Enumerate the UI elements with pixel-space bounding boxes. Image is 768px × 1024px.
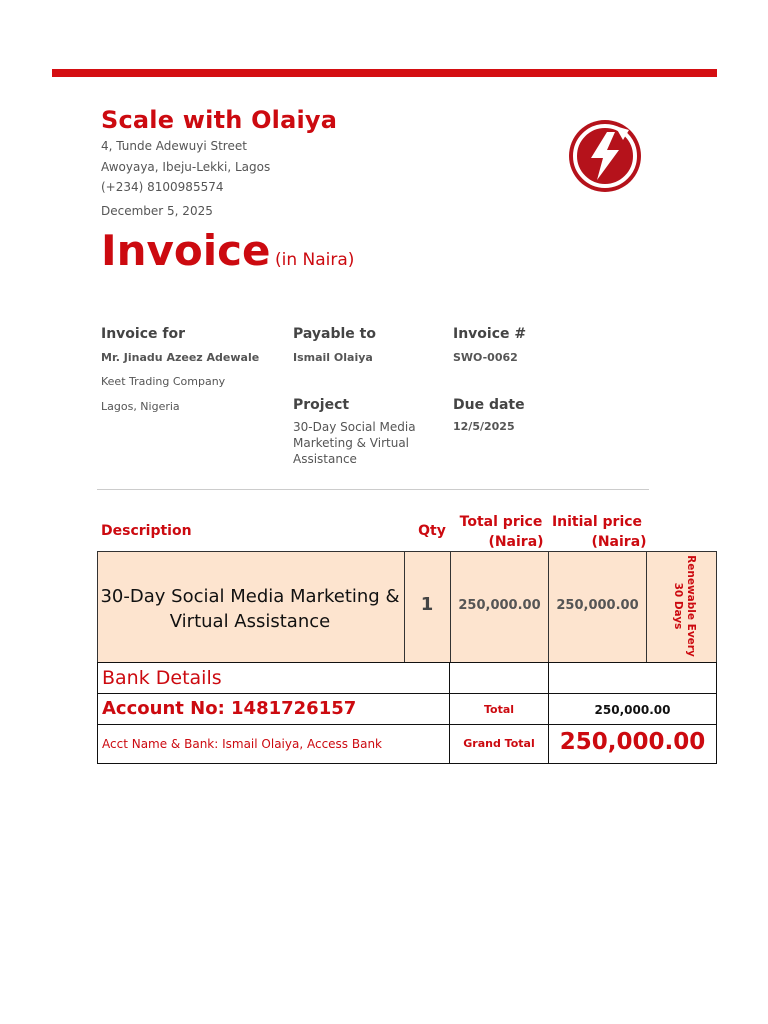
client-company: Keet Trading Company [101,375,226,388]
payable-to-value: Ismail Olaiya [293,351,373,364]
due-date-label: Due date [453,397,525,413]
empty-cell [548,662,717,695]
section-divider [97,489,649,490]
header-description: Description [101,523,192,539]
total-label: Total [483,703,515,716]
account-name-bank: Acct Name & Bank: Ismail Olaiya, Access Bank [102,737,383,751]
empty-cell [449,662,549,695]
account-number: Account No: 1481726157 [102,698,357,719]
item-qty: 1 [420,594,434,615]
invoice-number-value: SWO-0062 [453,351,518,364]
payable-to-label: Payable to [293,326,376,342]
renewal-note: Renewable Every 30 Days [672,555,697,657]
phone-number: (+234) 8100985574 [101,180,224,194]
item-total-price: 250,000.00 [458,598,541,613]
item-description: 30-Day Social Media Marketing & Virtual Assistance [100,586,400,632]
address-line-2: Awoyaya, Ibeju-Lekki, Lagos [101,160,271,174]
cell-separator [646,551,647,664]
item-initial-price: 250,000.00 [556,598,639,613]
invoice-for-label: Invoice for [101,326,185,342]
olaiya-logo-icon [567,118,643,194]
address-line-1: 4, Tunde Adewuyi Street [101,139,247,153]
grand-total-label: Grand Total [463,737,535,750]
top-accent-bar [52,69,717,77]
header-qty: Qty [418,523,446,539]
invoice-date: December 5, 2025 [101,204,213,218]
invoice-number-label: Invoice # [453,326,527,342]
header-initial-price: Initial price (Naira) [551,514,647,550]
invoice-title: Invoice [101,226,271,275]
project-label: Project [293,397,350,413]
header-total-price: Total price (Naira) [459,514,544,550]
grand-total-value: 250,000.00 [559,729,706,755]
bank-details-title: Bank Details [102,667,222,689]
client-name: Mr. Jinadu Azeez Adewale [101,351,260,364]
client-location: Lagos, Nigeria [101,400,180,413]
due-date-value: 12/5/2025 [453,420,515,433]
invoice-currency-note: (in Naira) [275,250,355,270]
project-value: 30-Day Social Media Marketing & Virtual Assistance [293,420,416,466]
total-value: 250,000.00 [594,703,671,717]
company-name: Scale with Olaiya [101,106,338,134]
